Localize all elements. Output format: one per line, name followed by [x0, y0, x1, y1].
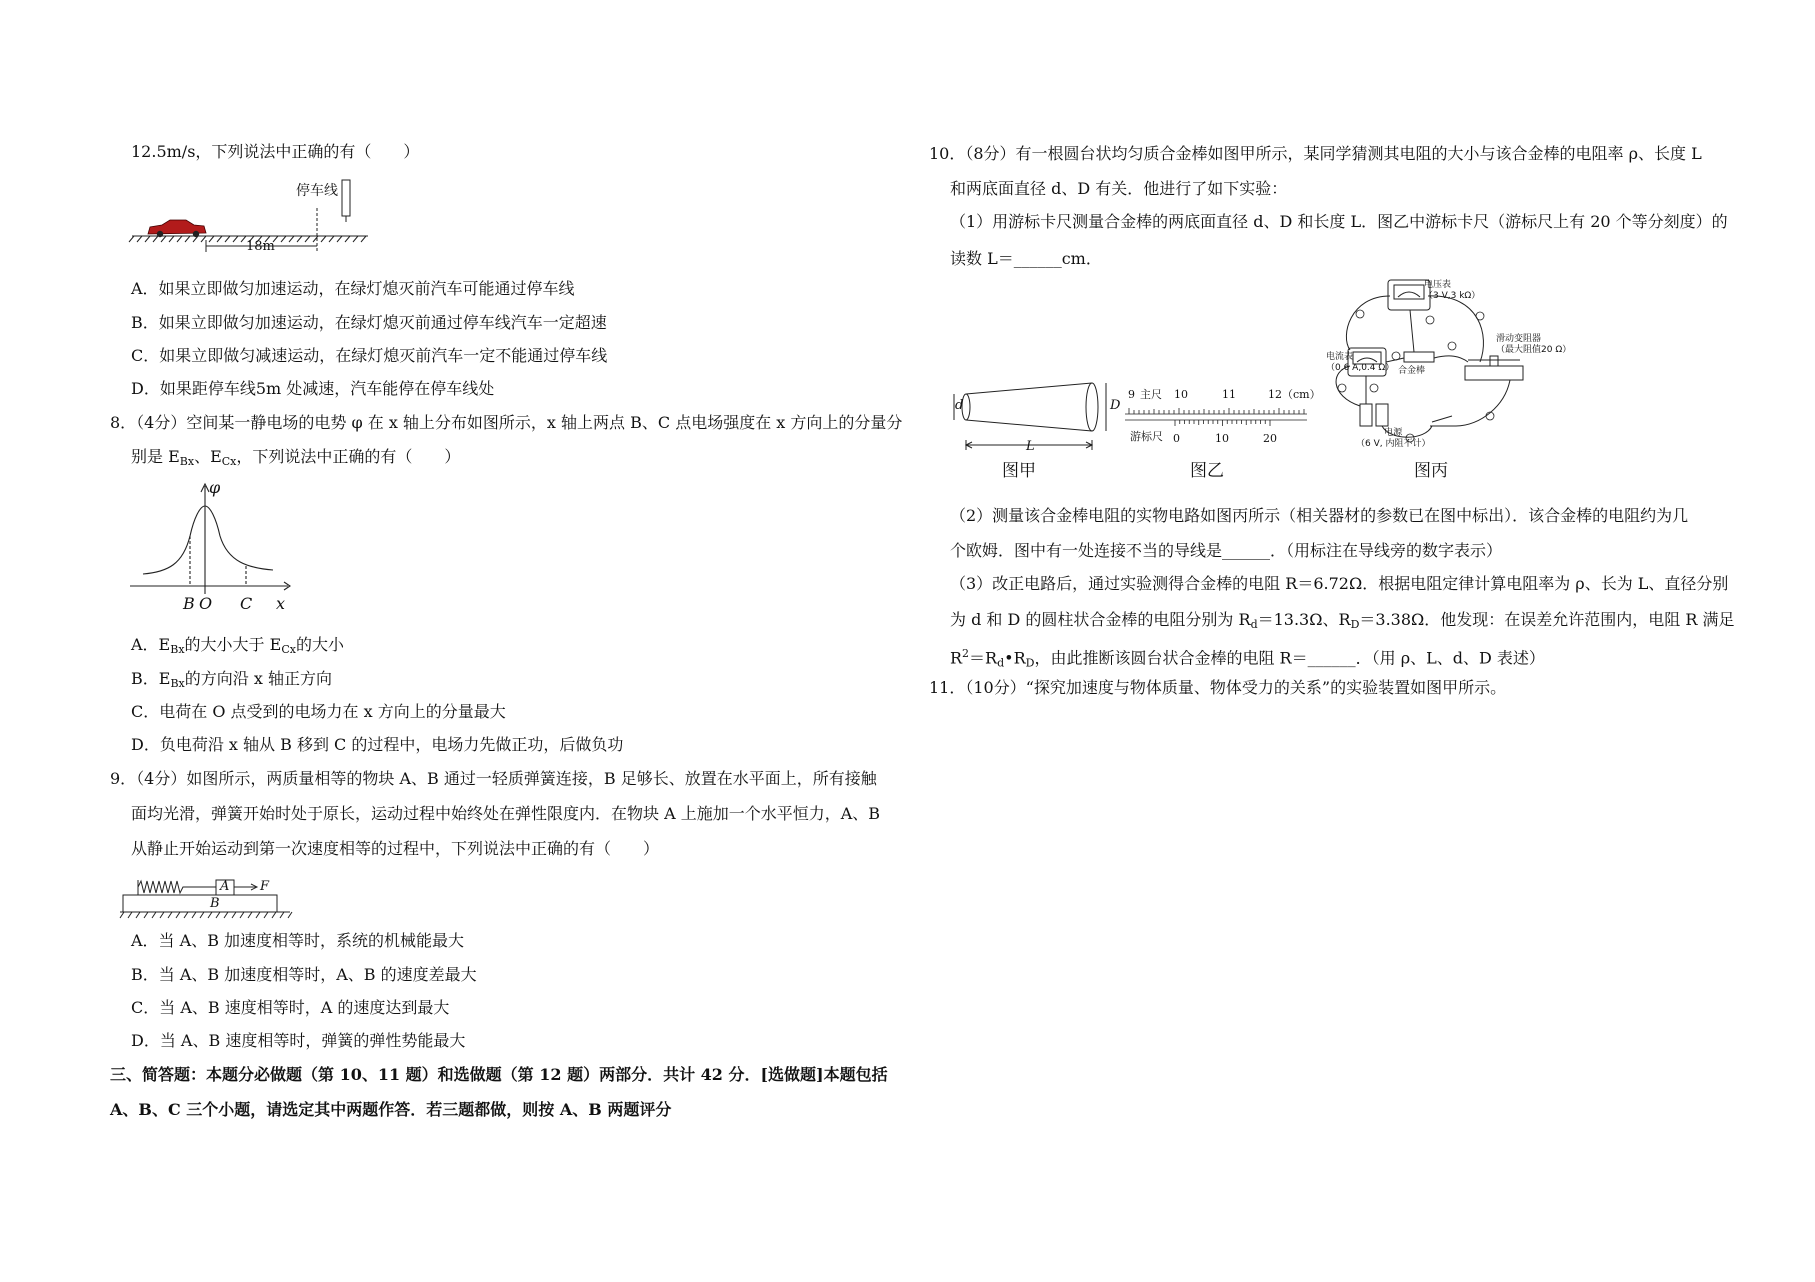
q8-option-c: C．电荷在 O 点受到的电场力在 x 方向上的分量最大 [131, 702, 506, 721]
fig-bing-source-label: 电源 （6 V, 内阻不计） [1356, 428, 1431, 449]
q8-option-b: B．$E_{Bx}$的方向沿 x 轴正方向 [131, 669, 332, 690]
car-icon [148, 220, 206, 237]
q9-a-label: A [220, 879, 230, 894]
fig-bing-rheostat-label: 滑动变阻器 （最大阻值20 Ω） [1496, 334, 1572, 355]
q10-part2-line1: （2）测量该合金棒电阻的实物电路如图丙所示（相关器材的参数已在图中标出）．该合金棒的电阻约为几 [950, 506, 1689, 525]
section3-heading-line1: 三、简答题：本题分必做题（第 10、11 题）和选做题（第 12 题）两部分．共计 42 分．[选做题]本题包括 [110, 1065, 888, 1084]
q7-option-d: D．如果距停车线5m 处减速，汽车能停在停车线处 [131, 379, 495, 398]
q11-stem: 11．（10分）“探究加速度与物体质量、物体受力的关系”的实验装置如图甲所示。 [929, 678, 1507, 697]
q10-part3-line1: （3）改正电路后，通过实验测得合金棒的电阻 R＝6.72Ω．根据电阻定律计算电阻率为 ρ、长为 L、直径分别 [950, 574, 1729, 593]
q8-phi-label: φ [209, 478, 221, 497]
distance-label: 18m [246, 239, 275, 254]
section3-heading-line2: A、B、C 三个小题，请选定其中两题作答．若三题都做，则按 A、B 两题评分 [110, 1100, 672, 1119]
fig-yi-tick-12: 12 [1268, 388, 1282, 401]
fig-bing-caption: 图丙 [1414, 461, 1448, 481]
q9-option-b: B．当 A、B 加速度相等时，A、B 的速度差最大 [131, 965, 477, 984]
q10-part1-line2: 读数 L＝______cm． [950, 249, 1102, 268]
fig-yi-tick-10: 10 [1174, 388, 1188, 401]
q7-option-a: A．如果立即做匀加速运动，在绿灯熄灭前汽车可能通过停车线 [131, 279, 575, 298]
q8-o-label: O [199, 594, 213, 613]
q8-stem-line2: 别是 $E_{Bx}$、$E_{Cx}$，下列说法中正确的有（ ） [131, 447, 461, 468]
stopline-label: 停车线 [296, 183, 338, 199]
q8-stem-line1: 8．（4分）空间某一静电场的电势 φ 在 x 轴上分布如图所示，x 轴上两点 B、C 点电场强度在 x 方向上的分量分 [110, 413, 903, 432]
fig-yi-vernier-label: 游标尺 [1130, 430, 1163, 443]
q10-part1-line1: （1）用游标卡尺测量合金棒的两底面直径 d、D 和长度 L．图乙中游标卡尺（游标尺上有 20 个等分刻度）的 [950, 212, 1728, 231]
fig-yi-tick-11: 11 [1222, 388, 1236, 401]
fig-jia-D-label: D [1110, 398, 1121, 413]
fig-yi-vtick-20: 20 [1263, 432, 1277, 445]
q8-c-label: C [240, 594, 253, 613]
q8-b-label: B [183, 594, 195, 613]
q8-x-label: x [276, 594, 286, 613]
fig-yi-caption: 图乙 [1190, 461, 1224, 481]
q9-option-a: A．当 A、B 加速度相等时，系统的机械能最大 [131, 931, 465, 950]
fig-jia-L-label: L [1026, 439, 1035, 454]
q7-option-c: C．如果立即做匀减速运动，在绿灯熄灭前汽车一定不能通过停车线 [131, 346, 608, 365]
fig-yi-unit: （cm） [1282, 388, 1321, 401]
q7-tail-text: 12.5m/s，下列说法中正确的有（ ） [131, 142, 420, 161]
q9-f-label: F [260, 879, 270, 894]
q7-option-b: B．如果立即做匀加速运动，在绿灯熄灭前通过停车线汽车一定超速 [131, 313, 607, 332]
q10-part3-line3: $R^2=R_d•R_D$，由此推断该圆台状合金棒的电阻 R＝______．（用 ρ、L、d、D 表述） [950, 647, 1545, 670]
q8-option-d: D．负电荷沿 x 轴从 B 移到 C 的过程中，电场力先做正功，后做负功 [131, 735, 624, 754]
q10-part2-line2: 个欧姆．图中有一处连接不当的导线是______．（用标注在导线旁的数字表示） [950, 541, 1503, 560]
q9-stem-line2: 面均光滑，弹簧开始时处于原长，运动过程中始终处在弹性限度内．在物块 A 上施加一个水平恒力，A、B [131, 804, 881, 823]
q9-stem-line3: 从静止开始运动到第一次速度相等的过程中，下列说法中正确的有（ ） [131, 839, 660, 858]
q9-option-d: D．当 A、B 速度相等时，弹簧的弹性势能最大 [131, 1031, 466, 1050]
q10-part3-line2: 为 d 和 D 的圆柱状合金棒的电阻分别为 $R_d=13.3\Omega$、$R_D=3.38\Omega$．他发现：在误差允许范围内，电阻 R 满足 [950, 610, 1735, 631]
fig-bing-rod-label: 合金棒 [1398, 366, 1426, 376]
fig-bing-ammeter-label: 电流表 （0.6 A,0.4 Ω） [1326, 352, 1395, 373]
q8-option-a: A．$E_{Bx}$的大小大于 $E_{Cx}$的大小 [131, 635, 344, 656]
fig-yi-vtick-0: 0 [1173, 432, 1180, 445]
fig-jia-caption: 图甲 [1002, 461, 1036, 481]
q9-option-c: C．当 A、B 速度相等时，A 的速度达到最大 [131, 998, 450, 1017]
fig-yi-vtick-10: 10 [1215, 432, 1229, 445]
fig-yi-tick-9: 9 [1128, 388, 1135, 401]
fig-bing-voltmeter-label: 电压表 （3 V,3 kΩ） [1424, 280, 1481, 301]
q10-stem-line1: 10．（8分）有一根圆台状均匀质合金棒如图甲所示，某同学猜测其电阻的大小与该合金棒的电阻率 ρ、长度 L [929, 144, 1702, 163]
q9-spring-figure [118, 870, 298, 922]
fig-jia-d-label: d [955, 398, 964, 413]
q9-b-label: B [210, 896, 220, 911]
fig-yi-main-label: 主尺 [1140, 388, 1162, 401]
q10-stem-line2: 和两底面直径 d、D 有关．他进行了如下实验： [950, 179, 1288, 198]
q9-stem-line1: 9．（4分）如图所示，两质量相等的物块 A、B 通过一轻质弹簧连接，B 足够长、放置在水平面上，所有接触 [110, 769, 877, 788]
